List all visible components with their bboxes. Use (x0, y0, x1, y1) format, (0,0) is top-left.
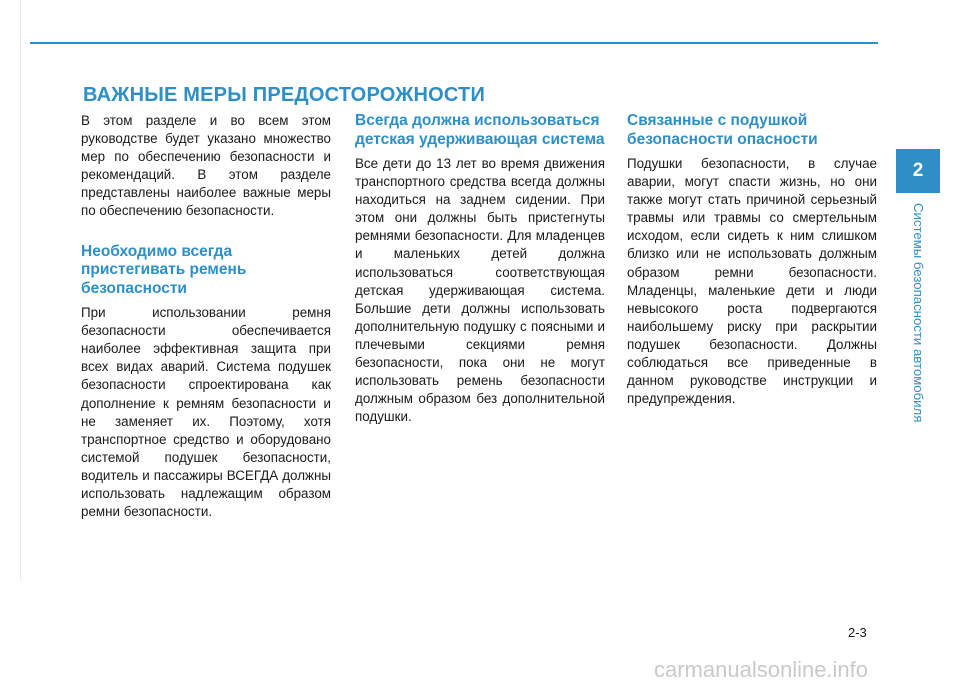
chapter-side-label: Системы безопасности автомобиля (911, 203, 926, 423)
page-number: 2-3 (848, 625, 867, 640)
column-3 (627, 112, 877, 408)
chapter-tab (896, 149, 940, 193)
child-restraint-heading: Всегда должна использоваться детская удерживающая система (355, 112, 605, 148)
airbag-hazards-heading: Связанные с подушкой безопасности опасности (627, 112, 818, 148)
left-margin-rule (20, 0, 21, 580)
page-title: ВАЖНЫЕ МЕРЫ ПРЕДОСТОРОЖНОСТИ (83, 84, 486, 106)
column-1 (81, 112, 331, 521)
header-rule (30, 42, 878, 44)
child-restraint-paragraph: Все дети до 13 лет во время движения транспортного средства всегда должны находиться на заднем сидении. При этом они должны быть пристегнуты ремнями безопасности. Для младенцев и маленьких детей должна использоваться соответствующая детская удерживающая система. Большие дети должны использовать дополнительную подушку с поясными и плечевыми секциями ремня безопасности, пока они не могут использовать ремень безопасности должным образом без дополнительной подушки. (355, 156, 605, 425)
chapter-number: 2 (912, 160, 924, 181)
airbag-hazards-paragraph: Подушки безопасности, в случае аварии, могут спасти жизнь, но они также могут стать причиной серьезный травмы или травмы со смертельным исходом, если сидеть к ним слишком близко или не использовать должным образом ремни безопасности. Младенцы, маленькие дети и люди невысокого роста подвергаются наибольшему риску при раскрытии подушек безопасности. Должны соблюдаться все приведенные в данном руководстве инструкции и предупреждения. (627, 156, 877, 407)
seatbelt-paragraph: При использовании ремня безопасности обеспечивается наиболее эффективная защита при всех видах аварий. Система подушек безопасности спроектирована как дополнение к ремням безопасности и не заменяет их. Поэтому, хотя транспортное средство и оборудовано системой подушек безопасности, водитель и пассажиры ВСЕГДА должны использовать надлежащим образом ремни безопасности. (81, 305, 331, 520)
watermark: carmanualsonline.info (654, 657, 869, 682)
chapter-side-label-container (908, 203, 928, 431)
seatbelt-heading: Необходимо всегда пристегивать ремень безопасности (81, 242, 247, 297)
intro-paragraph: В этом разделе и во всем этом руководстве будет указано множество мер по обеспечению безопасности и рекомендаций. В этом разделе представлены наиболее важные меры по обеспечению безопасности. (81, 113, 331, 219)
column-2 (355, 112, 605, 426)
